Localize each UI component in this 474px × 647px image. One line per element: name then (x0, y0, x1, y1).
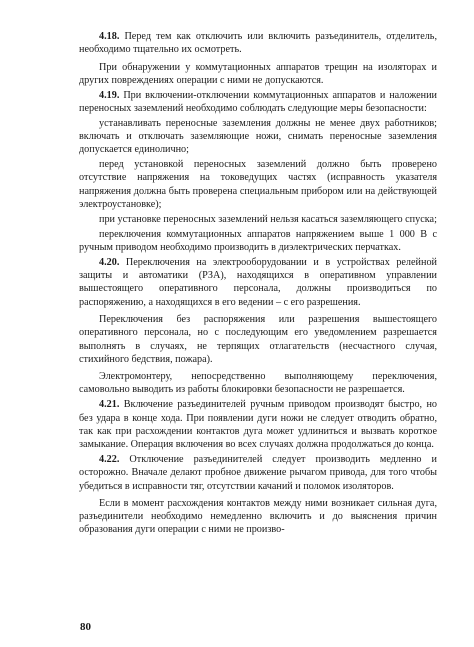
paragraph (79, 370, 437, 397)
paragraph-4-20 (79, 256, 437, 309)
paragraph (79, 313, 437, 366)
paragraph (79, 213, 437, 226)
paragraph-4-18 (79, 30, 437, 57)
body-text (79, 30, 437, 537)
paragraph (79, 497, 437, 537)
paragraph (79, 117, 437, 157)
paragraph (79, 228, 437, 255)
paragraph-text: Перед тем как отключить или включить разъединитель, отделитель, необходимо тщательно их осмотреть. (79, 31, 437, 56)
paragraph-text: При обнаружении у коммутационных аппаратов трещин на изоляторах и других повреждениях операции с ними не допускаются. (79, 61, 437, 86)
paragraph-text: Переключения без распоряжения или разрешения вышестоящего оперативного персонала, но с последующим его уведомлением разрешается выполнять в случаях, не терпящих отлагательств (несчастного случая, стихийного бедствия, пожара). (79, 313, 437, 365)
paragraph-text: Если в момент расхождения контактов между ними возникает сильная дуга, разъединители необходимо немедленно включить и до выяснения причин образования дуги операции с ними не произво- (79, 497, 437, 536)
paragraph-4-22 (79, 453, 437, 493)
clause-number: 4.22. (99, 453, 120, 465)
paragraph-4-19 (79, 89, 437, 116)
clause-number: 4.19. (99, 89, 120, 101)
paragraph-text: При включении-отключении коммутационных аппаратов и наложении переносных заземлений необходимо соблюдать следующие меры безопасности: (79, 89, 437, 114)
paragraph-text: при установке переносных заземлений нельзя касаться заземляющего спуска; (99, 213, 437, 225)
clause-number: 4.21. (99, 399, 120, 411)
paragraph-text: перед установкой переносных заземлений должно быть проверено отсутствие напряжения на токоведущих частях (исправность указателя напряжения должна быть проверена специальным прибором или на действующей электроустановке); (79, 159, 437, 211)
clause-number: 4.18. (99, 31, 120, 42)
clause-number: 4.20. (99, 256, 120, 268)
page-number: 80 (80, 621, 91, 633)
paragraph-4-21 (79, 398, 437, 451)
paragraph (79, 158, 437, 211)
paragraph-text: переключения коммутационных аппаратов напряжением выше 1 000 В с ручным приводом необходимо производить в диэлектрических перчатках. (79, 228, 437, 253)
paragraph (79, 61, 437, 88)
paragraph-text: устанавливать переносные заземления должны не менее двух работников; включать и отключать заземляющие ножи, снимать переносные заземления допускается единолично; (79, 117, 437, 156)
paragraph-text: Переключения на электрооборудовании и в устройствах релейной защиты и автоматики (РЗА), находящихся в оперативном управлении вышестоящего оперативного персонала, должны производиться по распоряжению, а находящихся в его ведении – с его разрешения. (79, 256, 437, 308)
paragraph-text: Электромонтеру, непосредственно выполняющему переключения, самовольно выводить из работы блокировки безопасности не разрешается. (79, 371, 437, 396)
paragraph-text: Отключение разъединителей следует производить медленно и осторожно. Вначале делают пробное движение рычагом привода, для того чтобы убедиться в исправности тяг, отсутствии качаний и поломок изоляторов. (79, 453, 437, 492)
paragraph-text: Включение разъединителей ручным приводом производят быстро, но без удара в конце хода. При появлении дуги ножи не следует отводить обратно, так как при расхождении контактов дуга может удлиниться и вызвать короткое замыкание. Операция включения во всех случаях должна продолжаться до конца. (79, 399, 437, 451)
